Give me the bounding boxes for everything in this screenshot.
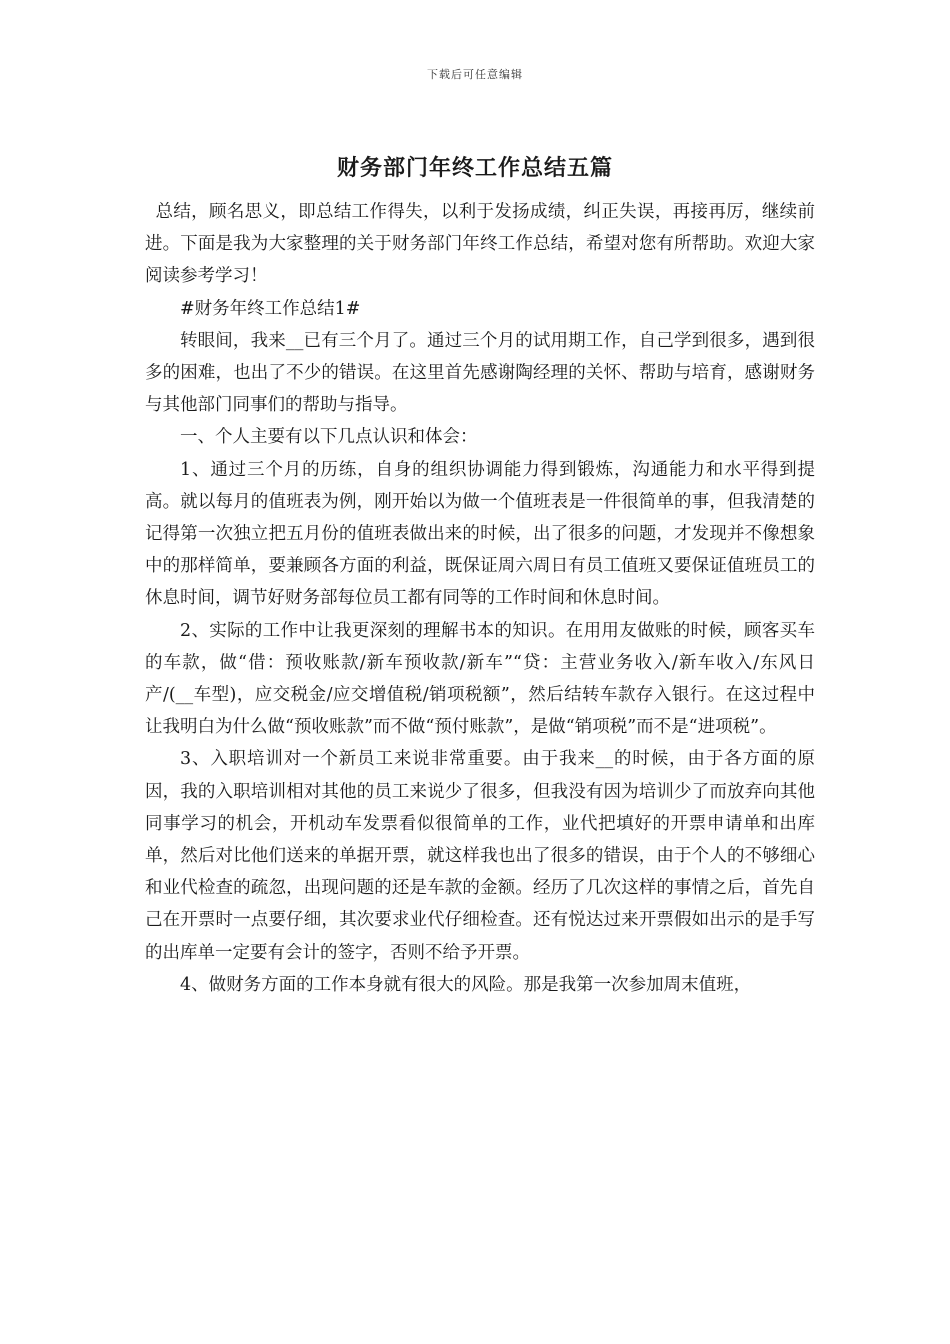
document-title: 财务部门年终工作总结五篇 bbox=[336, 155, 613, 181]
body-paragraph: 4、做财务方面的工作本身就有很大的风险。那是我第一次参加周末值班， bbox=[180, 974, 752, 995]
body-paragraph: 1、通过三个月的历练，自身的组织协调能力得到锻炼，沟通能力和水平得到提高。就以每月的值班表为例，刚开始以为做一个值班表是一件很简单的事，但我清楚的记得第一次独立把五月份的值班表做出来的时候，出了很多的问题，才发现并不像想象中的那样简单，要兼顾各方面的利益，既保证周六周日有员工值班又要保证值班员工的休息时间，调节好财务部每位员工都有同等的工作时间和休息时间。 bbox=[145, 459, 815, 609]
list-heading: 一、个人主要有以下几点认识和体会： bbox=[180, 427, 478, 448]
body-paragraph: 转眼间，我来__已有三个月了。通过三个月的试用期工作，自己学到很多，遇到很多的困难，也出了不少的错误。在这里首先感谢陶经理的关怀、帮助与培育，感谢财务与其他部门同事们的帮助与指导。 bbox=[145, 330, 815, 416]
header-note: 下载后可任意编辑 bbox=[427, 68, 523, 81]
body-paragraph: 2、实际的工作中让我更深刻的理解书本的知识。在用用友做账的时候，顾客买车的车款，做“借：预收账款/新车预收款/新车”“贷：主营业务收入/新车收入/东风日产/(__车型)，应交税金/应交增值税/销项税额”，然后结转车款存入银行。在这过程中让我明白为什么做“预收账款”而不做“预付账款”，是做“销项税”而不是“进项税”。 bbox=[145, 620, 815, 738]
document-body bbox=[145, 196, 815, 1001]
body-paragraph: 3、入职培训对一个新员工来说非常重要。由于我来__的时候，由于各方面的原因，我的入职培训相对其他的员工来说少了很多，但我没有因为培训少了而放弃向其他同事学习的机会，开机动车发票看似很简单的工作，业代把填好的开票申请单和出库单，然后对比他们送来的单据开票，就这样我也出了很多的错误，由于个人的不够细心和业代检查的疏忽，出现问题的还是车款的金额。经历了几次这样的事情之后，首先自己在开票时一点要仔细，其次要求业代仔细检查。还有悦达过来开票假如出示的是手写的出库单一定要有会计的签字，否则不给予开票。 bbox=[145, 749, 815, 963]
intro-paragraph: 总结，顾名思义，即总结工作得失，以利于发扬成绩，纠正失误，再接再厉，继续前进。下面是我为大家整理的关于财务部门年终工作总结，希望对您有所帮助。欢迎大家阅读参考学习！ bbox=[145, 202, 815, 287]
section-heading: #财务年终工作总结1# bbox=[180, 298, 361, 319]
